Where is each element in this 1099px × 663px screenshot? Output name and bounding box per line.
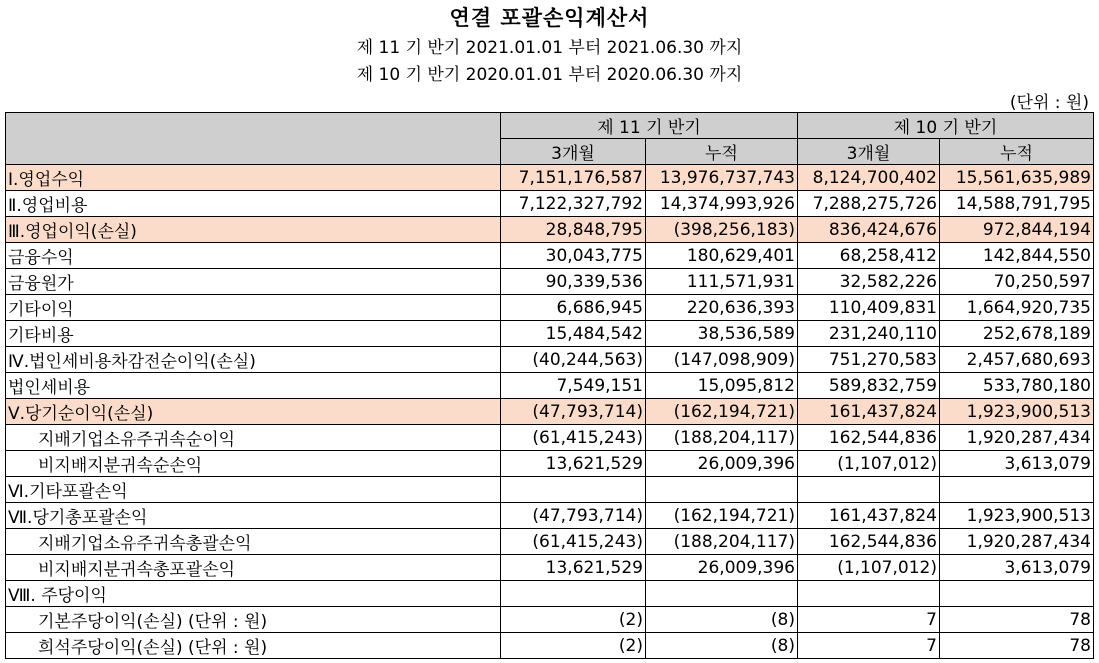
row-value: 3,613,079 <box>940 451 1094 477</box>
row-label: Ⅲ.영업이익(손실) <box>6 217 501 243</box>
row-value: 110,409,831 <box>798 295 940 321</box>
row-value: (61,415,243) <box>501 529 646 555</box>
table-row <box>6 243 1094 269</box>
row-value: 252,678,189 <box>940 321 1094 347</box>
row-value <box>646 581 798 607</box>
table-row <box>6 555 1094 581</box>
table-row <box>6 217 1094 243</box>
unit-label: (단위 : 원) <box>1009 93 1089 113</box>
table-row <box>6 451 1094 477</box>
header-period-current: 제 11 기 반기 <box>501 113 798 139</box>
table-row <box>6 191 1094 217</box>
row-value: 26,009,396 <box>646 555 798 581</box>
header-prev-cumulative: 누적 <box>940 139 1094 165</box>
row-value: 162,544,836 <box>798 425 940 451</box>
row-value: (188,204,117) <box>646 529 798 555</box>
row-value: (1,107,012) <box>798 451 940 477</box>
row-value: (8) <box>646 633 798 659</box>
row-value: (2) <box>501 633 646 659</box>
row-value <box>501 581 646 607</box>
row-value: 836,424,676 <box>798 217 940 243</box>
row-label: 비지배지분귀속순손익 <box>6 451 501 477</box>
row-label: 지배기업소유주귀속총괄손익 <box>6 529 501 555</box>
income-statement-table <box>5 112 1094 659</box>
row-value <box>940 581 1094 607</box>
row-value <box>940 477 1094 503</box>
row-value: 751,270,583 <box>798 347 940 373</box>
row-label: 비지배지분귀속총포괄손익 <box>6 555 501 581</box>
row-value: 68,258,412 <box>798 243 940 269</box>
row-value: 90,339,536 <box>501 269 646 295</box>
row-label: Ⅳ.법인세비용차감전순이익(손실) <box>6 347 501 373</box>
row-value: 7 <box>798 607 940 633</box>
row-value: (147,098,909) <box>646 347 798 373</box>
row-value: 1,923,900,513 <box>940 503 1094 529</box>
row-label: Ⅰ.영업수익 <box>6 165 501 191</box>
row-value: 78 <box>940 633 1094 659</box>
table-row <box>6 633 1094 659</box>
table-row <box>6 321 1094 347</box>
row-value: 220,636,393 <box>646 295 798 321</box>
row-value: 15,484,542 <box>501 321 646 347</box>
row-value: 70,250,597 <box>940 269 1094 295</box>
period-current: 제 11 기 반기 2021.01.01 부터 2021.06.30 까지 <box>356 38 743 58</box>
period-previous: 제 10 기 반기 2020.01.01 부터 2020.06.30 까지 <box>356 65 743 85</box>
row-value: 111,571,931 <box>646 269 798 295</box>
row-value: 533,780,180 <box>940 373 1094 399</box>
row-value <box>798 477 940 503</box>
row-value: 3,613,079 <box>940 555 1094 581</box>
row-value: 7,122,327,792 <box>501 191 646 217</box>
row-value: (162,194,721) <box>646 503 798 529</box>
row-value: 162,544,836 <box>798 529 940 555</box>
table-row <box>6 503 1094 529</box>
table-row <box>6 399 1094 425</box>
row-value: 1,664,920,735 <box>940 295 1094 321</box>
row-label: 법인세비용 <box>6 373 501 399</box>
row-value: 13,976,737,743 <box>646 165 798 191</box>
row-value: 14,374,993,926 <box>646 191 798 217</box>
row-value: (2) <box>501 607 646 633</box>
row-value: 1,920,287,434 <box>940 529 1094 555</box>
row-value: 161,437,824 <box>798 399 940 425</box>
header-period-previous: 제 10 기 반기 <box>798 113 1094 139</box>
row-value: 30,043,775 <box>501 243 646 269</box>
row-label: Ⅷ. 주당이익 <box>6 581 501 607</box>
row-value: 13,621,529 <box>501 555 646 581</box>
table-row <box>6 347 1094 373</box>
row-label: 금융원가 <box>6 269 501 295</box>
row-value: 142,844,550 <box>940 243 1094 269</box>
row-value: 2,457,680,693 <box>940 347 1094 373</box>
row-value: (162,194,721) <box>646 399 798 425</box>
row-value: 972,844,194 <box>940 217 1094 243</box>
row-value: 8,124,700,402 <box>798 165 940 191</box>
row-value: (188,204,117) <box>646 425 798 451</box>
row-label: 금융수익 <box>6 243 501 269</box>
row-value: 7,151,176,587 <box>501 165 646 191</box>
row-value: 38,536,589 <box>646 321 798 347</box>
table-row <box>6 607 1094 633</box>
statement-title: 연결 포괄손익계산서 <box>449 6 650 30</box>
row-value: 6,686,945 <box>501 295 646 321</box>
table-row <box>6 581 1094 607</box>
row-value: 32,582,226 <box>798 269 940 295</box>
row-value: 15,561,635,989 <box>940 165 1094 191</box>
row-value: 231,240,110 <box>798 321 940 347</box>
row-label: 기타비용 <box>6 321 501 347</box>
row-label: Ⅵ.기타포괄손익 <box>6 477 501 503</box>
header-cur-cumulative: 누적 <box>646 139 798 165</box>
row-label: 지배기업소유주귀속순이익 <box>6 425 501 451</box>
row-value: 26,009,396 <box>646 451 798 477</box>
row-value: 14,588,791,795 <box>940 191 1094 217</box>
row-value: 180,629,401 <box>646 243 798 269</box>
row-value <box>501 477 646 503</box>
row-value: 7 <box>798 633 940 659</box>
row-value: 28,848,795 <box>501 217 646 243</box>
row-value: 13,621,529 <box>501 451 646 477</box>
row-value: (1,107,012) <box>798 555 940 581</box>
row-value: 589,832,759 <box>798 373 940 399</box>
header-cur-three-month: 3개월 <box>501 139 646 165</box>
row-value: 1,923,900,513 <box>940 399 1094 425</box>
row-value: (47,793,714) <box>501 503 646 529</box>
row-value: 78 <box>940 607 1094 633</box>
table-row <box>6 269 1094 295</box>
row-value: (40,244,563) <box>501 347 646 373</box>
row-value: (8) <box>646 607 798 633</box>
row-label: 희석주당이익(손실) (단위 : 원) <box>6 633 501 659</box>
row-value: (61,415,243) <box>501 425 646 451</box>
row-value <box>798 581 940 607</box>
row-label: 기타이익 <box>6 295 501 321</box>
table-row <box>6 373 1094 399</box>
row-value: 7,288,275,726 <box>798 191 940 217</box>
row-value: (47,793,714) <box>501 399 646 425</box>
row-value: (398,256,183) <box>646 217 798 243</box>
row-label: Ⅱ.영업비용 <box>6 191 501 217</box>
table-row <box>6 295 1094 321</box>
table-row <box>6 529 1094 555</box>
row-value <box>646 477 798 503</box>
item-header <box>6 113 501 165</box>
row-label: 기본주당이익(손실) (단위 : 원) <box>6 607 501 633</box>
row-label: Ⅶ.당기총포괄손익 <box>6 503 501 529</box>
header-prev-three-month: 3개월 <box>798 139 940 165</box>
row-value: 1,920,287,434 <box>940 425 1094 451</box>
table-row <box>6 165 1094 191</box>
table-row <box>6 477 1094 503</box>
row-value: 161,437,824 <box>798 503 940 529</box>
row-value: 15,095,812 <box>646 373 798 399</box>
row-label: Ⅴ.당기순이익(손실) <box>6 399 501 425</box>
row-value: 7,549,151 <box>501 373 646 399</box>
table-row <box>6 425 1094 451</box>
